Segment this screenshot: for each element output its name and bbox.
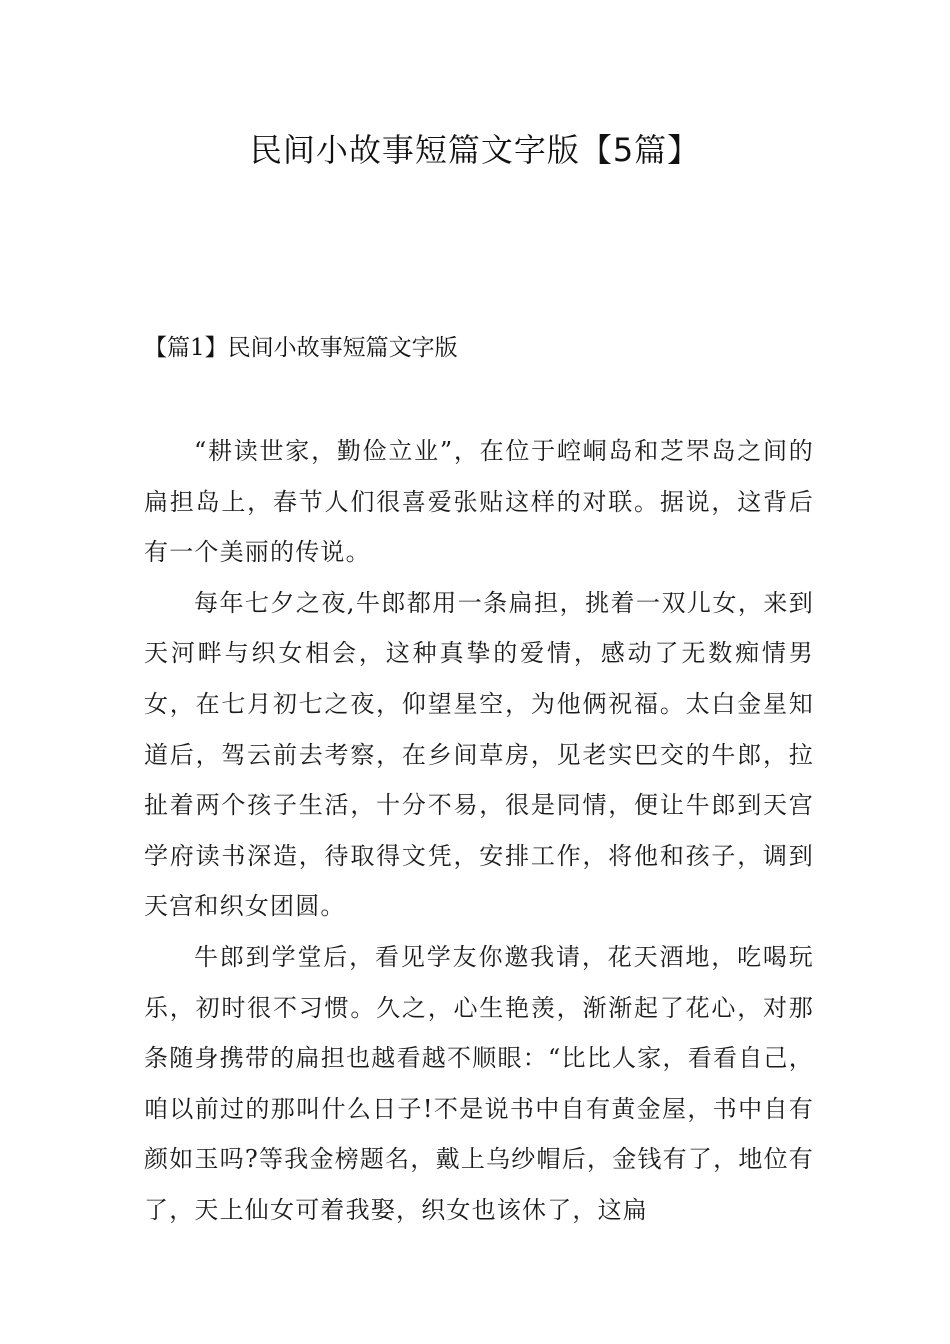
section-heading: 【篇1】民间小故事短篇文字版 bbox=[144, 335, 458, 361]
paragraph-2: 每年七夕之夜,牛郎都用一条扁担，挑着一双儿女，来到天河畔与织女相会，这种真挚的爱情，感动了无数痴情男女，在七月初七之夜，仰望星空，为他俩祝福。太白金星知道后，驾云前去考察，在乡间草房，见老实巴交的牛郎，拉扯着两个孩子生活，十分不易，很是同情，便让牛郎到天宫学府读书深造，待取得文凭，安排工作，将他和孩子，调到天宫和织女团圆。 bbox=[144, 588, 814, 921]
section-body bbox=[144, 426, 814, 1236]
paragraph-3: 牛郎到学堂后，看见学友你邀我请，花天酒地，吃喝玩乐，初时很不习惯。久之，心生艳羡，渐渐起了花心，对那条随身携带的扁担也越看越不顺眼：“比比人家，看看自己，咱以前过的那叫什么日子!不是说书中自有黄金屋，书中自有颜如玉吗?等我金榜题名，戴上乌纱帽后，金钱有了，地位有了，天上仙女可着我娶，织女也该休了，这扁 bbox=[144, 942, 814, 1224]
paragraph-1: “耕读世家，勤俭立业”，在位于崆峒岛和芝罘岛之间的扁担岛上，春节人们很喜爱张贴这样的对联。据说，这背后有一个美丽的传说。 bbox=[144, 437, 814, 567]
document-title: 民间小故事短篇文字版【5篇】 bbox=[249, 131, 701, 169]
